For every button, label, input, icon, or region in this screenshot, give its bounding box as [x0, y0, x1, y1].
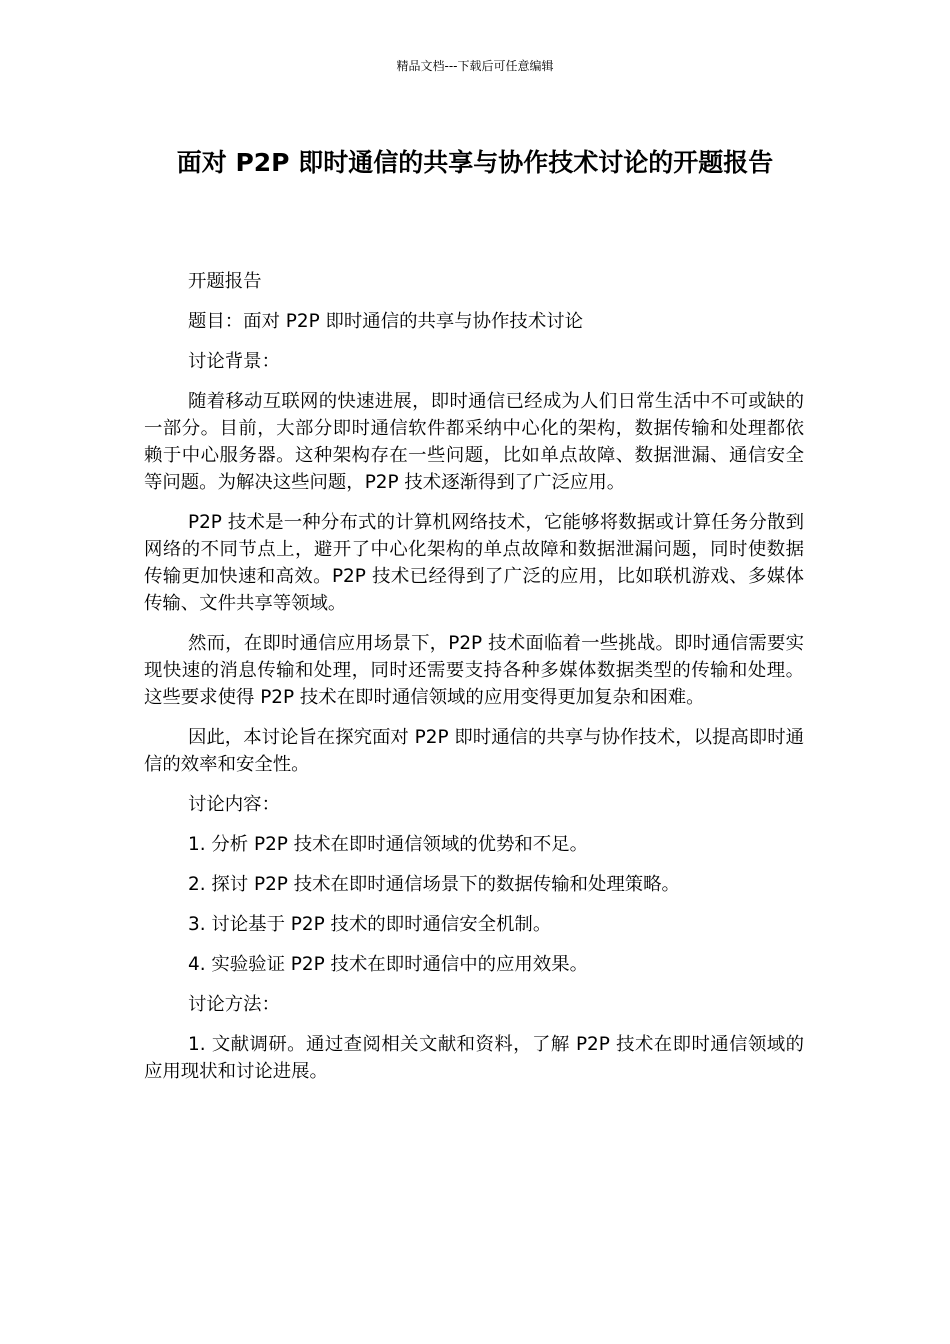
section-heading-method: 讨论方法： [188, 994, 280, 1015]
section-heading-content: 讨论内容： [188, 794, 280, 815]
section-heading-background: 讨论背景： [188, 351, 280, 372]
topic-line: 题目：面对 P2P 即时通信的共享与协作技术讨论 [188, 311, 583, 332]
paragraph: 然而，在即时通信应用场景下，P2P 技术面临着一些挑战。即时通信需要实现快速的消息传输和处理，同时还需要支持各种多媒体数据类型的传输和处理。这些要求使得 P2P 技术在即时通信领域的应用变得更加复杂和困难。 [144, 633, 804, 708]
list-item: 1. 文献调研。通过查阅相关文献和资料，了解 P2P 技术在即时通信领域的应用现状和讨论进展。 [144, 1034, 804, 1082]
paragraph: 随着移动互联网的快速进展，即时通信已经成为人们日常生活中不可或缺的一部分。目前，大部分即时通信软件都采纳中心化的架构，数据传输和处理都依赖于中心服务器。这种架构存在一些问题，比如单点故障、数据泄漏、通信安全等问题。为解决这些问题，P2P 技术逐渐得到了广泛应用。 [144, 391, 804, 493]
document-title: 面对 P2P 即时通信的共享与协作技术讨论的开题报告 [176, 148, 774, 177]
list-item: 1. 分析 P2P 技术在即时通信领域的优势和不足。 [188, 834, 588, 855]
list-item: 3. 讨论基于 P2P 技术的即时通信安全机制。 [188, 914, 552, 935]
header-note: 精品文档---下载后可任意编辑 [396, 59, 554, 73]
document-body [144, 268, 804, 1098]
paragraph: 因此，本讨论旨在探究面对 P2P 即时通信的共享与协作技术，以提高即时通信的效率和安全性。 [144, 727, 804, 775]
list-item: 2. 探讨 P2P 技术在即时通信场景下的数据传输和处理策略。 [188, 874, 680, 895]
list-item: 4. 实验验证 P2P 技术在即时通信中的应用效果。 [188, 954, 588, 975]
paragraph: P2P 技术是一种分布式的计算机网络技术，它能够将数据或计算任务分散到网络的不同节点上，避开了中心化架构的单点故障和数据泄漏问题，同时使数据传输更加快速和高效。P2P 技术已经得到了广泛的应用，比如联机游戏、多媒体传输、文件共享等领域。 [144, 512, 804, 614]
section-label: 开题报告 [188, 271, 262, 292]
